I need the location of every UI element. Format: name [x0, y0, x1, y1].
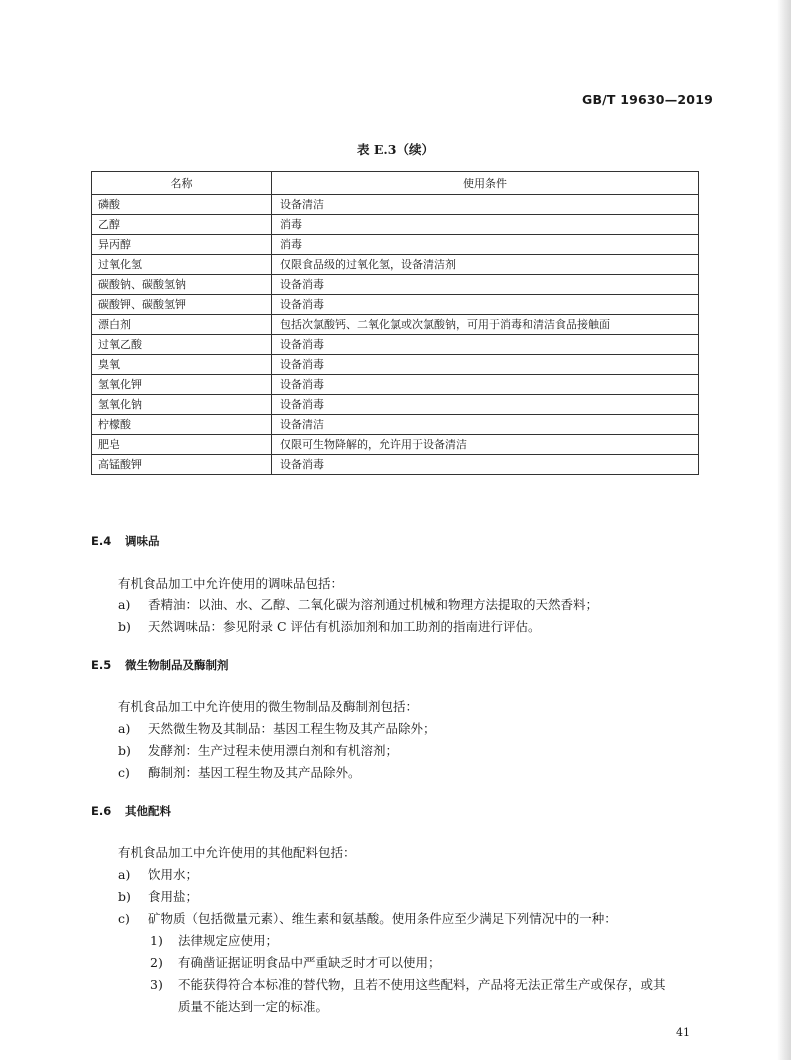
- table-row: [92, 295, 699, 315]
- list-marker: 2): [150, 955, 163, 970]
- table-row: [92, 195, 699, 215]
- list-item: [118, 865, 198, 883]
- cell-condition: 仅限可生物降解的，允许用于设备清洁: [272, 435, 699, 455]
- cell-name: 碳酸钠、碳酸氢钠: [92, 275, 272, 295]
- cell-name: 乙醇: [92, 215, 272, 235]
- list-item: [118, 719, 436, 737]
- standard-number: GB/T 19630—2019: [581, 92, 713, 107]
- table-row: [92, 415, 699, 435]
- cell-condition: 设备清洁: [272, 415, 699, 435]
- cell-name: 氢氧化钠: [92, 395, 272, 415]
- list-marker: c): [118, 911, 130, 926]
- page-edge-shadow: [777, 0, 791, 1060]
- section-intro: 有机食品加工中允许使用的其他配料包括：: [118, 845, 356, 860]
- section-number: E.5: [91, 658, 112, 672]
- list-text: 酶制剂：基因工程生物及其产品除外。: [148, 765, 361, 780]
- list-item: [118, 763, 361, 781]
- list-marker: a): [118, 597, 131, 612]
- cell-condition: 设备消毒: [272, 355, 699, 375]
- cell-condition: 设备消毒: [272, 455, 699, 475]
- list-marker: 1): [150, 933, 163, 948]
- list-item: [118, 617, 541, 635]
- list-text: 香精油：以油、水、乙醇、二氧化碳为溶剂通过机械和物理方法提取的天然香料；: [148, 597, 599, 612]
- cell-name: 高锰酸钾: [92, 455, 272, 475]
- section-number: E.6: [91, 804, 112, 818]
- table-e3: [91, 171, 699, 475]
- cell-name: 碳酸钾、碳酸氢钾: [92, 295, 272, 315]
- cell-condition: 设备消毒: [272, 335, 699, 355]
- cell-condition: 设备消毒: [272, 375, 699, 395]
- table-row: [92, 335, 699, 355]
- table-row: [92, 355, 699, 375]
- table-row: [92, 375, 699, 395]
- table-row: [92, 455, 699, 475]
- list-text: 发酵剂：生产过程未使用漂白剂和有机溶剂；: [148, 743, 399, 758]
- cell-condition: 包括次氯酸钙、二氧化氯或次氯酸钠，可用于消毒和清洁食品接触面: [272, 315, 699, 335]
- section-heading-e6: [91, 803, 171, 819]
- cell-condition: 设备消毒: [272, 295, 699, 315]
- list-text: 有确凿证据证明食品中严重缺乏时才可以使用；: [178, 955, 441, 970]
- table-caption: 表 E.3（续）: [357, 142, 434, 157]
- cell-condition: 消毒: [272, 215, 699, 235]
- sub-list-item: [150, 931, 278, 949]
- table-row: [92, 315, 699, 335]
- list-text: 法律规定应使用；: [178, 933, 279, 948]
- cell-name: 过氧化氢: [92, 255, 272, 275]
- section-number: E.4: [91, 534, 112, 548]
- table-row: [92, 275, 699, 295]
- table-row: [92, 255, 699, 275]
- list-marker: 3): [150, 977, 163, 992]
- sub-list-continuation: 质量不能达到一定的标准。: [178, 999, 329, 1014]
- list-text: 食用盐；: [148, 889, 199, 904]
- section-heading-e4: [91, 533, 160, 549]
- cell-name: 柠檬酸: [92, 415, 272, 435]
- page-number: 41: [676, 1026, 690, 1039]
- cell-condition: 设备清洁: [272, 195, 699, 215]
- list-text: 天然调味品：参见附录 C 评估有机添加剂和加工助剂的指南进行评估。: [148, 619, 541, 634]
- list-text: 不能获得符合本标准的替代物，且若不使用这些配料，产品将无法正常生产或保存，或其: [178, 977, 666, 992]
- list-marker: a): [118, 867, 131, 882]
- section-title: 调味品: [125, 534, 160, 548]
- list-marker: c): [118, 765, 130, 780]
- cell-name: 过氧乙酸: [92, 335, 272, 355]
- list-marker: b): [118, 743, 131, 758]
- column-header-condition: 使用条件: [272, 172, 699, 195]
- list-item: [118, 887, 198, 905]
- cell-name: 磷酸: [92, 195, 272, 215]
- table-row: [92, 435, 699, 455]
- table-row: [92, 395, 699, 415]
- table-row: [92, 235, 699, 255]
- cell-condition: 消毒: [272, 235, 699, 255]
- list-text: 天然微生物及其制品：基因工程生物及其产品除外；: [148, 721, 436, 736]
- list-item: [118, 595, 598, 613]
- list-text: 矿物质（包括微量元素）、维生素和氨基酸。使用条件应至少满足下列情况中的一种：: [148, 911, 617, 926]
- cell-name: 异丙醇: [92, 235, 272, 255]
- list-item: [118, 741, 398, 759]
- cell-condition: 设备消毒: [272, 395, 699, 415]
- cell-name: 氢氧化钾: [92, 375, 272, 395]
- list-marker: a): [118, 721, 131, 736]
- sub-list-item: [150, 975, 666, 993]
- cell-name: 肥皂: [92, 435, 272, 455]
- list-marker: b): [118, 889, 131, 904]
- cell-condition: 设备消毒: [272, 275, 699, 295]
- list-marker: b): [118, 619, 131, 634]
- list-item: [118, 909, 617, 927]
- cell-name: 臭氧: [92, 355, 272, 375]
- section-title: 微生物制品及酶制剂: [125, 658, 229, 672]
- section-title: 其他配料: [125, 804, 171, 818]
- table-row: [92, 215, 699, 235]
- section-heading-e5: [91, 657, 229, 673]
- table-header-row: [92, 172, 699, 195]
- section-intro: 有机食品加工中允许使用的调味品包括：: [118, 576, 344, 591]
- sub-list-item: [150, 953, 441, 971]
- cell-name: 漂白剂: [92, 315, 272, 335]
- list-text: 饮用水；: [148, 867, 199, 882]
- cell-condition: 仅限食品级的过氧化氢，设备清洁剂: [272, 255, 699, 275]
- section-intro: 有机食品加工中允许使用的微生物制品及酶制剂包括：: [118, 699, 419, 714]
- column-header-name: 名称: [92, 172, 272, 195]
